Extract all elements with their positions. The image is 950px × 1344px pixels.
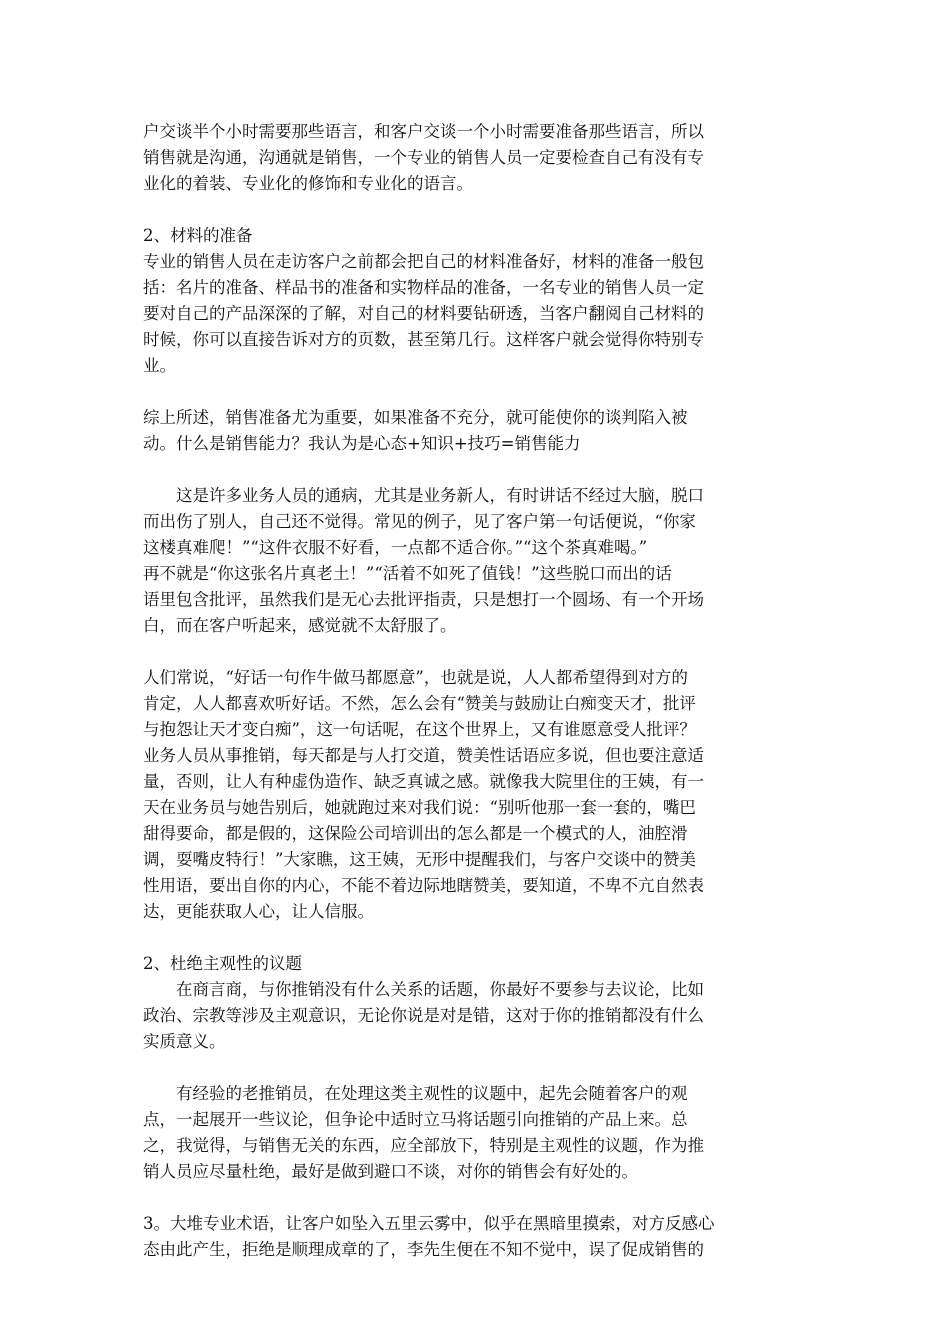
paragraph-experienced-seller bbox=[143, 1081, 813, 1185]
text-line: 甜得要命，都是假的，这保险公司培训出的怎么都是一个模式的人，油腔滑 bbox=[143, 824, 688, 843]
text-line: 时候，你可以直接告诉对方的页数，甚至第几行。这样客户就会觉得你特别专 bbox=[143, 330, 704, 349]
text-line: 有经验的老推销员，在处理这类主观性的议题中，起先会随着客户的观 bbox=[176, 1084, 688, 1103]
text-line: 白，而在客户听起来，感觉就不太舒服了。 bbox=[143, 616, 457, 635]
text-line: 人们常说，“好话一句作牛做马都愿意”，也就是说，人人都希望得到对方的 bbox=[143, 668, 688, 687]
text-line: 业务人员从事推销，每天都是与人打交道，赞美性话语应多说，但也要注意适 bbox=[143, 746, 704, 765]
text-line: 这楼真难爬！”“这件衣服不好看，一点都不适合你。”“这个茶真难喝。” bbox=[143, 538, 648, 557]
paragraph-business-talk bbox=[143, 977, 813, 1055]
text-line: 要对自己的产品深深的了解，对自己的材料要钻研透，当客户翻阅自己材料的 bbox=[143, 304, 704, 323]
text-line: 政治、宗教等涉及主观意识，无论你说是对是错，这对于你的推销都没有什么 bbox=[143, 1006, 704, 1025]
paragraph-common-fault bbox=[143, 483, 813, 639]
paragraph-gap bbox=[143, 1185, 813, 1211]
paragraph-jargon bbox=[143, 1211, 813, 1263]
text-line: 销售就是沟通，沟通就是销售，一个专业的销售人员一定要检查自己有没有专 bbox=[143, 148, 704, 167]
text-line: 实质意义。 bbox=[143, 1032, 226, 1051]
paragraph-gap bbox=[143, 925, 813, 951]
text-line: 达，更能获取人心，让人信服。 bbox=[143, 902, 374, 921]
paragraph-gap bbox=[143, 379, 813, 405]
paragraph-gap bbox=[143, 1055, 813, 1081]
text-line: 户交谈半个小时需要那些语言，和客户交谈一个小时需要准备那些语言，所以 bbox=[143, 122, 704, 141]
text-line: 综上所述，销售准备尤为重要，如果准备不充分，就可能使你的谈判陷入被 bbox=[143, 408, 688, 427]
text-line: 在商言商，与你推销没有什么关系的话题，你最好不要参与去议论，比如 bbox=[176, 980, 704, 999]
text-line: 肯定，人人都喜欢听好话。不然，怎么会有“赞美与鼓励让白痴变天才，批评 bbox=[143, 694, 696, 713]
paragraph-praise bbox=[143, 665, 813, 925]
text-line: 业化的着装、专业化的修饰和专业化的语言。 bbox=[143, 174, 473, 193]
text-line: 这是许多业务人员的通病，尤其是业务新人，有时讲话不经过大脑，脱口 bbox=[176, 486, 704, 505]
paragraph-gap bbox=[143, 197, 813, 223]
paragraph-gap bbox=[143, 457, 813, 483]
text-line: 专业的销售人员在走访客户之前都会把自己的材料准备好，材料的准备一般包 bbox=[143, 252, 704, 271]
paragraph-gap bbox=[143, 639, 813, 665]
text-line: 态由此产生，拒绝是顺理成章的了，李先生便在不知不觉中，误了促成销售的 bbox=[143, 1240, 704, 1259]
text-line: 之，我觉得，与销售无关的东西，应全部放下，特别是主观性的议题，作为推 bbox=[143, 1136, 704, 1155]
text-line: 性用语，要出自你的内心，不能不着边际地瞎赞美，要知道，不卑不亢自然表 bbox=[143, 876, 704, 895]
paragraph-summary bbox=[143, 405, 813, 457]
text-line: 天在业务员与她告别后，她就跑过来对我们说：“别听他那一套一套的，嘴巴 bbox=[143, 798, 696, 817]
text-line: 点，一起展开一些议论，但争论中适时立马将话题引向推销的产品上来。总 bbox=[143, 1110, 688, 1129]
text-line: 量，否则，让人有种虚伪造作、缺乏真诚之感。就像我大院里住的王姨，有一 bbox=[143, 772, 704, 791]
text-line: 业。 bbox=[143, 356, 176, 375]
heading-materials: 2、材料的准备 bbox=[143, 226, 253, 245]
text-line: 3。大堆专业术语，让客户如坠入五里云雾中，似乎在黑暗里摸索，对方反感心 bbox=[143, 1214, 715, 1233]
text-line: 动。什么是销售能力？我认为是心态+知识+技巧=销售能力 bbox=[143, 434, 581, 453]
text-line: 而出伤了别人，自己还不觉得。常见的例子，见了客户第一句话便说，“你家 bbox=[143, 512, 696, 531]
text-line: 销人员应尽量杜绝，最好是做到避口不谈，对你的销售会有好处的。 bbox=[143, 1162, 638, 1181]
text-line: 再不就是“你这张名片真老土！”“活着不如死了值钱！”这些脱口而出的话 bbox=[143, 564, 672, 583]
paragraph-materials bbox=[143, 249, 813, 379]
text-line: 与抱怨让天才变白痴”，这一句话呢，在这个世界上，又有谁愿意受人批评？ bbox=[143, 720, 696, 739]
paragraph-sales-language bbox=[143, 119, 813, 197]
heading-subjective-topics: 2、杜绝主观性的议题 bbox=[143, 954, 302, 973]
text-line: 括：名片的准备、样品书的准备和实物样品的准备，一名专业的销售人员一定 bbox=[143, 278, 704, 297]
text-line: 语里包含批评，虽然我们是无心去批评指责，只是想打一个圆场、有一个开场 bbox=[143, 590, 704, 609]
text-line: 调，耍嘴皮特行！”大家瞧，这王姨，无形中提醒我们，与客户交谈中的赞美 bbox=[143, 850, 696, 869]
document-page bbox=[143, 119, 813, 1263]
